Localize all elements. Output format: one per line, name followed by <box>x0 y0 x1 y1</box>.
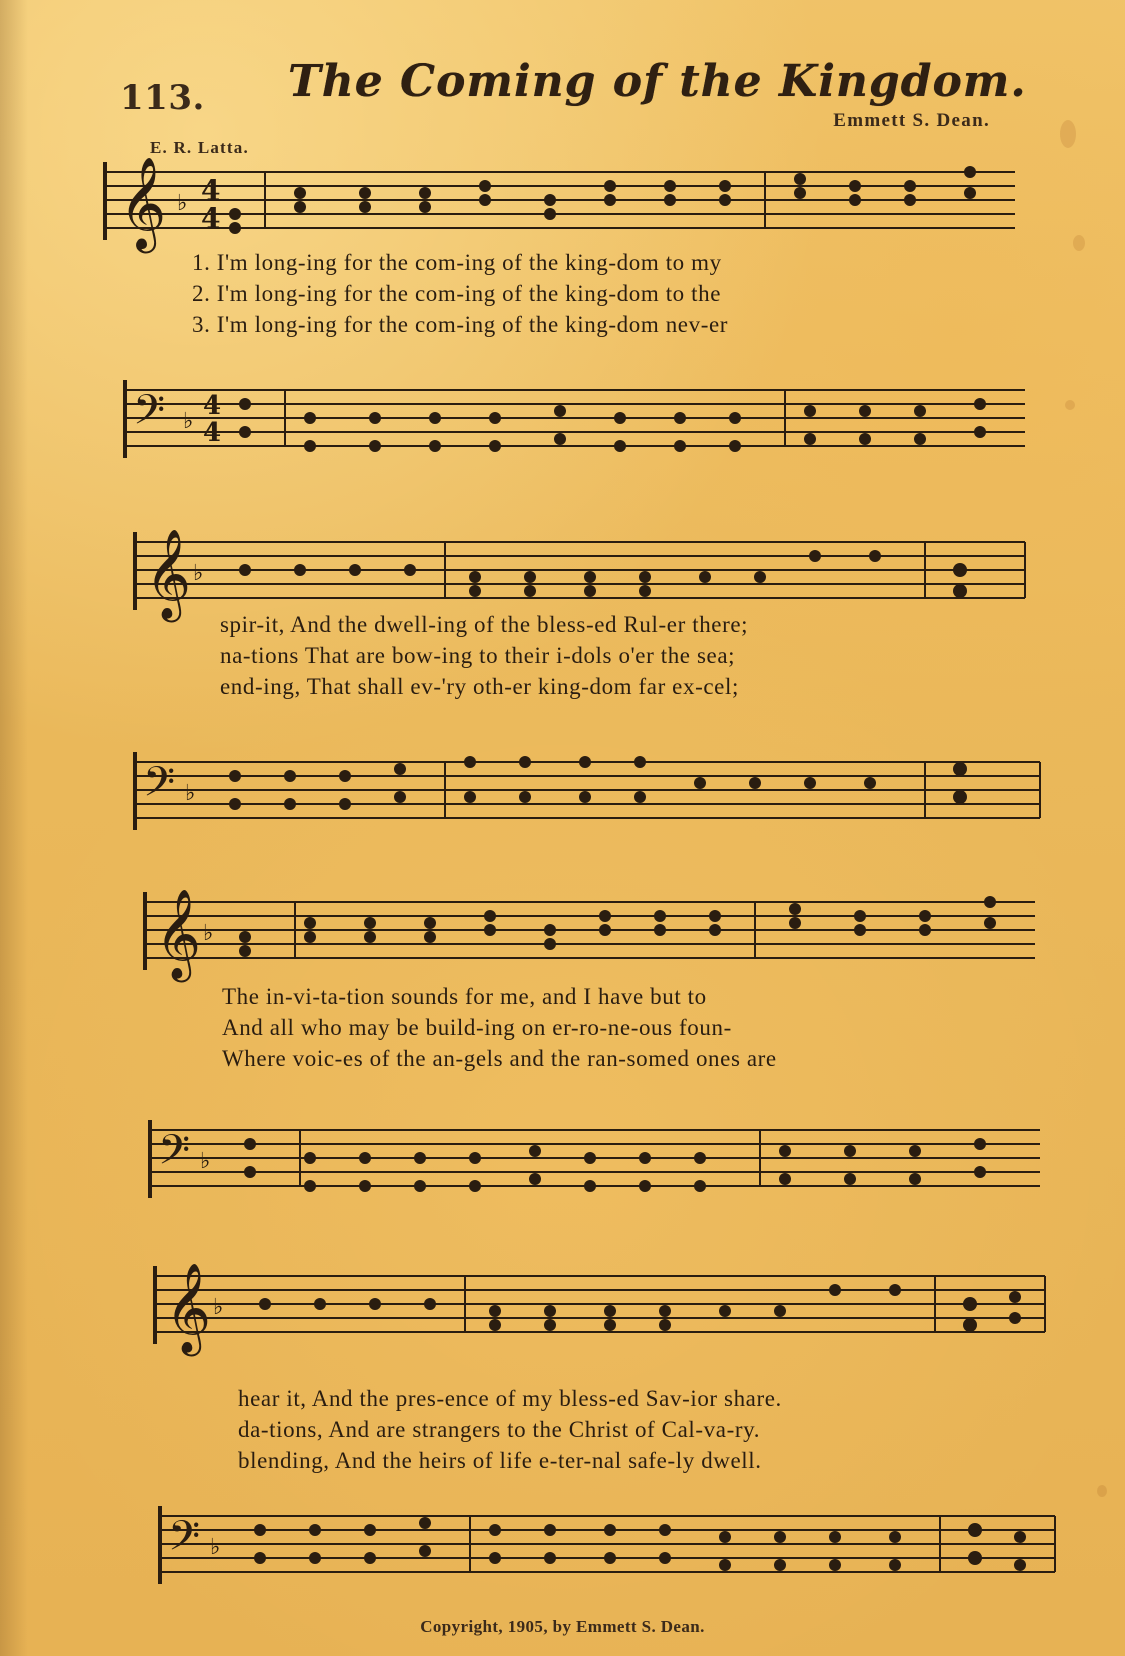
svg-text:♭: ♭ <box>213 1295 224 1320</box>
bass-staff-2 <box>135 752 1055 830</box>
treble-staff-4 <box>155 1263 1075 1353</box>
svg-text:𝄞: 𝄞 <box>165 1263 212 1353</box>
svg-text:♭: ♭ <box>210 1535 221 1560</box>
copyright-line: Copyright, 1905, by Emmett S. Dean. <box>420 1617 705 1636</box>
svg-text:𝄞: 𝄞 <box>119 156 167 249</box>
lyric-line-verse-1: The in-vi-ta-tion sounds for me, and I have but to <box>222 984 707 1009</box>
bass-staff-4 <box>160 1506 1080 1584</box>
svg-text:4: 4 <box>201 174 221 207</box>
treble-staff-2 <box>135 529 1055 619</box>
bass-staff-1 <box>125 380 1045 458</box>
treble-staff-1 <box>105 156 1025 249</box>
svg-text:𝄢: 𝄢 <box>133 386 166 444</box>
svg-text:𝄢: 𝄢 <box>143 758 176 816</box>
svg-text:𝄢: 𝄢 <box>168 1512 201 1570</box>
svg-text:4: 4 <box>203 391 222 421</box>
svg-text:4: 4 <box>203 418 222 448</box>
lyric-line-verse-3: Where voic-es of the an-gels and the ran-somed ones are <box>222 1046 777 1071</box>
lyric-line-verse-2: And all who may be build-ing on er-ro-ne-ous foun- <box>222 1015 732 1040</box>
svg-text:4: 4 <box>201 202 221 235</box>
lyric-line-verse-1: hear it, And the pres-ence of my bless-ed Sav-ior share. <box>238 1386 782 1411</box>
lyric-line-verse-1: 1. I'm long-ing for the com-ing of the king-dom to my <box>192 250 722 275</box>
svg-text:𝄞: 𝄞 <box>155 889 202 979</box>
svg-text:♭: ♭ <box>193 561 204 586</box>
svg-text:𝄢: 𝄢 <box>158 1126 191 1184</box>
lyric-line-verse-2: 2. I'm long-ing for the com-ing of the king-dom to the <box>192 281 722 306</box>
svg-text:♭: ♭ <box>183 409 194 434</box>
composer-credit: Emmett S. Dean. <box>833 110 990 131</box>
paper-stain <box>1060 120 1076 148</box>
svg-text:♭: ♭ <box>185 781 196 806</box>
page-edge-shadow <box>0 0 28 1656</box>
svg-text:♭: ♭ <box>203 921 214 946</box>
paper-stain <box>1065 400 1075 410</box>
lyric-line-verse-3: blending, And the heirs of life e-ter-nal safe-ly dwell. <box>238 1448 762 1473</box>
author-credit: E. R. Latta. <box>150 138 249 157</box>
svg-text:𝄞: 𝄞 <box>145 529 192 619</box>
lyric-line-verse-3: end-ing, That shall ev-'ry oth-er king-dom far ex-cel; <box>220 674 739 699</box>
lyric-line-verse-2: na-tions That are bow-ing to their i-dols o'er the sea; <box>220 643 736 668</box>
paper-stain <box>1073 235 1085 251</box>
svg-text:♭: ♭ <box>200 1149 211 1174</box>
hymn-title: The Coming of the Kingdom. <box>288 56 1027 107</box>
svg-text:♭: ♭ <box>177 191 188 216</box>
lyric-line-verse-2: da-tions, And are strangers to the Christ of Cal-va-ry. <box>238 1417 761 1442</box>
lyric-line-verse-1: spir-it, And the dwell-ing of the bless-ed Rul-er there; <box>220 612 749 637</box>
hymn-number: 113. <box>120 78 205 118</box>
paper-stain <box>1097 1485 1107 1497</box>
lyric-line-verse-3: 3. I'm long-ing for the com-ing of the king-dom nev-er <box>192 312 729 337</box>
bass-staff-3 <box>150 1120 1070 1198</box>
treble-staff-3 <box>145 889 1065 979</box>
